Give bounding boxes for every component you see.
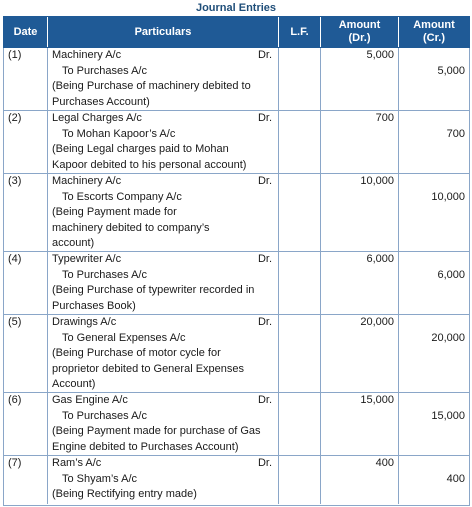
table-row <box>4 174 469 252</box>
credit-amount-cell <box>399 111 469 173</box>
particulars-cell <box>48 111 279 173</box>
credit-amount-cell <box>399 48 469 110</box>
narration-line: Engine debited to Purchases Account) <box>52 440 239 453</box>
debit-amount: 6,000 <box>366 253 394 265</box>
narration-line: machinery debited to company’s <box>52 221 210 234</box>
narration-line: (Being Purchase of motor cycle for <box>52 347 221 359</box>
particulars-cell <box>48 48 279 110</box>
credit-amount-cell <box>399 456 469 504</box>
narration-line: Purchases Book) <box>52 299 136 312</box>
debit-amount-cell <box>321 393 399 455</box>
credit-amount: 5,000 <box>437 64 465 77</box>
dr-mark: Dr. <box>257 175 272 187</box>
credit-amount-cell <box>399 252 469 314</box>
table-row <box>4 393 469 456</box>
table-row <box>4 111 469 174</box>
table-row <box>4 252 469 315</box>
credit-account: To Shyam’s A/c <box>62 472 137 485</box>
dr-mark: Dr. <box>257 316 272 328</box>
date-cell: (4) <box>4 252 48 314</box>
narration-line: Account) <box>52 378 96 390</box>
particulars-cell <box>48 315 279 392</box>
lf-cell <box>279 393 321 455</box>
particulars-cell <box>48 456 279 504</box>
lf-cell <box>279 174 321 251</box>
narration-line: (Being Rectifying entry made) <box>52 488 197 500</box>
debit-account: Gas Engine A/c <box>52 394 128 406</box>
lf-cell <box>279 48 321 110</box>
credit-amount: 15,000 <box>431 409 465 422</box>
debit-account: Machinery A/c <box>52 49 122 61</box>
narration-line: (Being Purchase of machinery debited to <box>52 80 251 92</box>
narration-line: (Being Purchase of typewriter recorded in <box>52 284 255 296</box>
credit-account: To Mohan Kapoor’s A/c <box>62 127 176 140</box>
credit-amount: 700 <box>446 127 465 140</box>
debit-amount: 15,000 <box>360 394 394 406</box>
debit-amount: 10,000 <box>360 175 394 187</box>
dr-mark: Dr. <box>257 112 272 124</box>
date-cell: (1) <box>4 48 48 110</box>
debit-entry-line <box>52 174 272 190</box>
header-credit <box>399 17 469 47</box>
narration-line: account) <box>52 237 95 249</box>
date-cell: (6) <box>4 393 48 455</box>
date-cell: (5) <box>4 315 48 392</box>
debit-account: Legal Charges A/c <box>52 112 142 124</box>
debit-entry-line <box>52 252 272 268</box>
lf-cell <box>279 252 321 314</box>
debit-entry-line <box>52 393 272 409</box>
lf-cell <box>279 456 321 504</box>
narration-line: (Being Payment made for purchase of Gas <box>52 425 261 437</box>
journal-title: Journal Entries <box>195 2 277 14</box>
table-row <box>4 315 469 393</box>
debit-amount: 700 <box>375 112 394 124</box>
table-header <box>3 16 470 48</box>
table-row <box>4 456 469 504</box>
dr-mark: Dr. <box>257 49 272 61</box>
debit-entry-line <box>52 48 272 64</box>
header-credit-line2: (Cr.) <box>423 32 445 44</box>
header-lf: L.F. <box>279 17 321 47</box>
particulars-cell <box>48 393 279 455</box>
credit-amount: 20,000 <box>431 331 465 344</box>
particulars-cell <box>48 252 279 314</box>
debit-account: Typewriter A/c <box>52 253 122 265</box>
debit-entry-line <box>52 456 272 472</box>
credit-amount: 400 <box>446 472 465 485</box>
header-date: Date <box>4 17 48 47</box>
narration-line: (Being Payment made for <box>52 206 177 218</box>
credit-account: To Purchases A/c <box>62 268 147 281</box>
date-cell: (7) <box>4 456 48 504</box>
header-particulars: Particulars <box>48 17 279 47</box>
dr-mark: Dr. <box>257 253 272 265</box>
debit-entry-line <box>52 111 272 127</box>
credit-amount-cell <box>399 174 469 251</box>
credit-amount: 10,000 <box>431 190 465 203</box>
debit-amount: 20,000 <box>360 316 394 328</box>
particulars-cell <box>48 174 279 251</box>
lf-cell <box>279 111 321 173</box>
debit-amount: 400 <box>375 457 394 469</box>
debit-account: Machinery A/c <box>52 175 122 187</box>
debit-account: Drawings A/c <box>52 316 117 328</box>
debit-amount-cell <box>321 456 399 504</box>
dr-mark: Dr. <box>257 394 272 406</box>
lf-cell <box>279 315 321 392</box>
header-debit-line2: (Dr.) <box>348 32 371 44</box>
debit-amount-cell <box>321 48 399 110</box>
header-debit-line1: Amount <box>338 19 381 31</box>
narration-line: proprietor debited to General Expenses <box>52 362 245 375</box>
header-credit-line1: Amount <box>413 19 455 31</box>
table-body <box>3 48 470 506</box>
credit-amount-cell <box>399 315 469 392</box>
debit-amount-cell <box>321 252 399 314</box>
credit-amount: 6,000 <box>437 268 465 281</box>
credit-account: To Purchases A/c <box>62 409 147 422</box>
credit-account: To General Expenses A/c <box>62 331 186 344</box>
debit-amount-cell <box>321 174 399 251</box>
narration-line: Kapoor debited to his personal account) <box>52 158 247 171</box>
narration-line: Purchases Account) <box>52 95 150 108</box>
debit-amount-cell <box>321 111 399 173</box>
debit-amount: 5,000 <box>366 49 394 61</box>
header-debit <box>321 17 399 47</box>
narration-line: (Being Legal charges paid to Mohan <box>52 143 229 155</box>
debit-account: Ram’s A/c <box>52 457 102 469</box>
debit-amount-cell <box>321 315 399 392</box>
date-cell: (2) <box>4 111 48 173</box>
credit-account: To Escorts Company A/c <box>62 190 182 203</box>
credit-amount-cell <box>399 393 469 455</box>
table-row <box>4 48 469 111</box>
dr-mark: Dr. <box>257 457 272 469</box>
debit-entry-line <box>52 315 272 331</box>
date-cell: (3) <box>4 174 48 251</box>
credit-account: To Purchases A/c <box>62 64 147 77</box>
